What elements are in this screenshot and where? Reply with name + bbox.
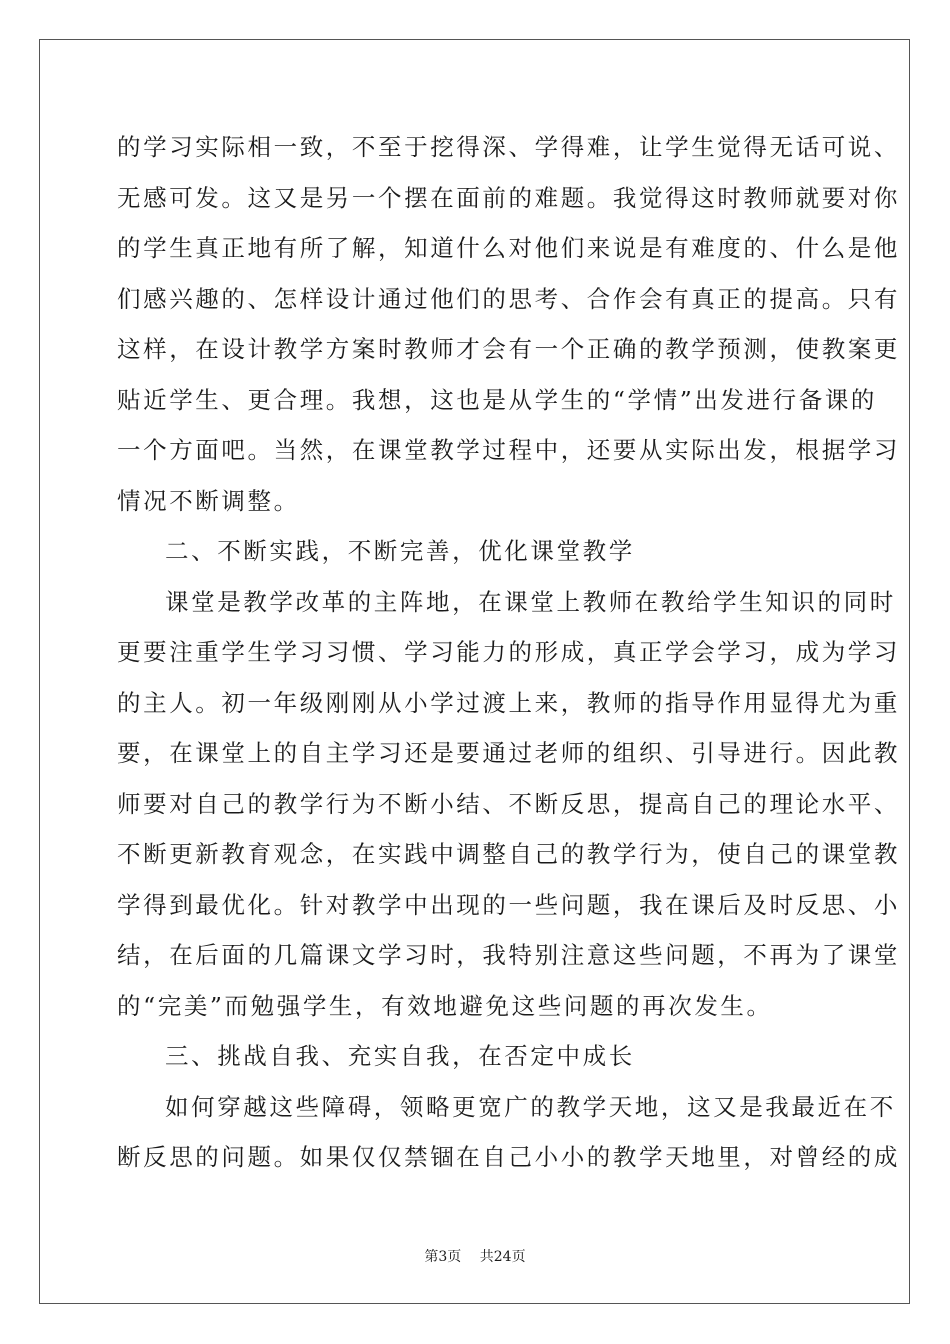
text-line: 要，在课堂上的自主学习还是要通过老师的组织、引导进行。因此教 [117, 739, 900, 767]
text-line: 结，在后面的几篇课文学习时，我特别注意这些问题，不再为了课堂 [117, 941, 900, 969]
text-line: 不断更新教育观念，在实践中调整自己的教学行为，使自己的课堂教 [117, 840, 900, 868]
text-line: 贴近学生、更合理。我想，这也是从学生的“学情”出发进行备课的 [117, 385, 878, 414]
section-heading: 二、不断实践，不断完善，优化课堂教学 [165, 537, 635, 565]
text-line: 一个方面吧。当然，在课堂教学过程中，还要从实际出发，根据学习 [117, 436, 900, 464]
page-total: 共24页 [479, 1249, 526, 1265]
text-line: 情况不断调整。 [117, 486, 300, 515]
text-line: 无感可发。这又是另一个摆在面前的难题。我觉得这时教师就要对你 [117, 183, 900, 212]
text-line: 学得到最优化。针对教学中出现的一些问题，我在课后及时反思、小 [117, 890, 900, 919]
text-line: 的学生真正地有所了解，知道什么对他们来说是有难度的、什么是他 [117, 234, 900, 262]
text-line: 更要注重学生学习习惯、学习能力的形成，真正学会学习，成为学习 [117, 638, 900, 666]
text-line: 师要对自己的教学行为不断小结、不断反思，提高自己的理论水平、 [117, 789, 900, 818]
text-line: 的学习实际相一致，不至于挖得深、学得难，让学生觉得无话可说、 [117, 133, 900, 161]
document-body [117, 122, 900, 1183]
text-line: 的“完美”而勉强学生，有效地避免这些问题的再次发生。 [117, 991, 773, 1020]
text-line: 如何穿越这些障碍，领略更宽广的教学天地，这又是我最近在不 [165, 1092, 896, 1121]
text-line: 这样，在设计教学方案时教师才会有一个正确的教学预测，使教案更 [117, 335, 900, 363]
text-line: 们感兴趣的、怎样设计通过他们的思考、合作会有真正的提高。只有 [117, 284, 900, 313]
text-line: 的主人。初一年级刚刚从小学过渡上来，教师的指导作用显得尤为重 [117, 688, 900, 717]
page-footer [0, 1247, 950, 1267]
section-heading: 三、挑战自我、充实自我，在否定中成长 [165, 1042, 635, 1070]
text-line: 课堂是教学改革的主阵地，在课堂上教师在教给学生知识的同时 [165, 587, 896, 616]
page-number: 第3页 [424, 1249, 462, 1265]
text-line: 断反思的问题。如果仅仅禁锢在自己小小的教学天地里，对曾经的成 [117, 1143, 900, 1171]
